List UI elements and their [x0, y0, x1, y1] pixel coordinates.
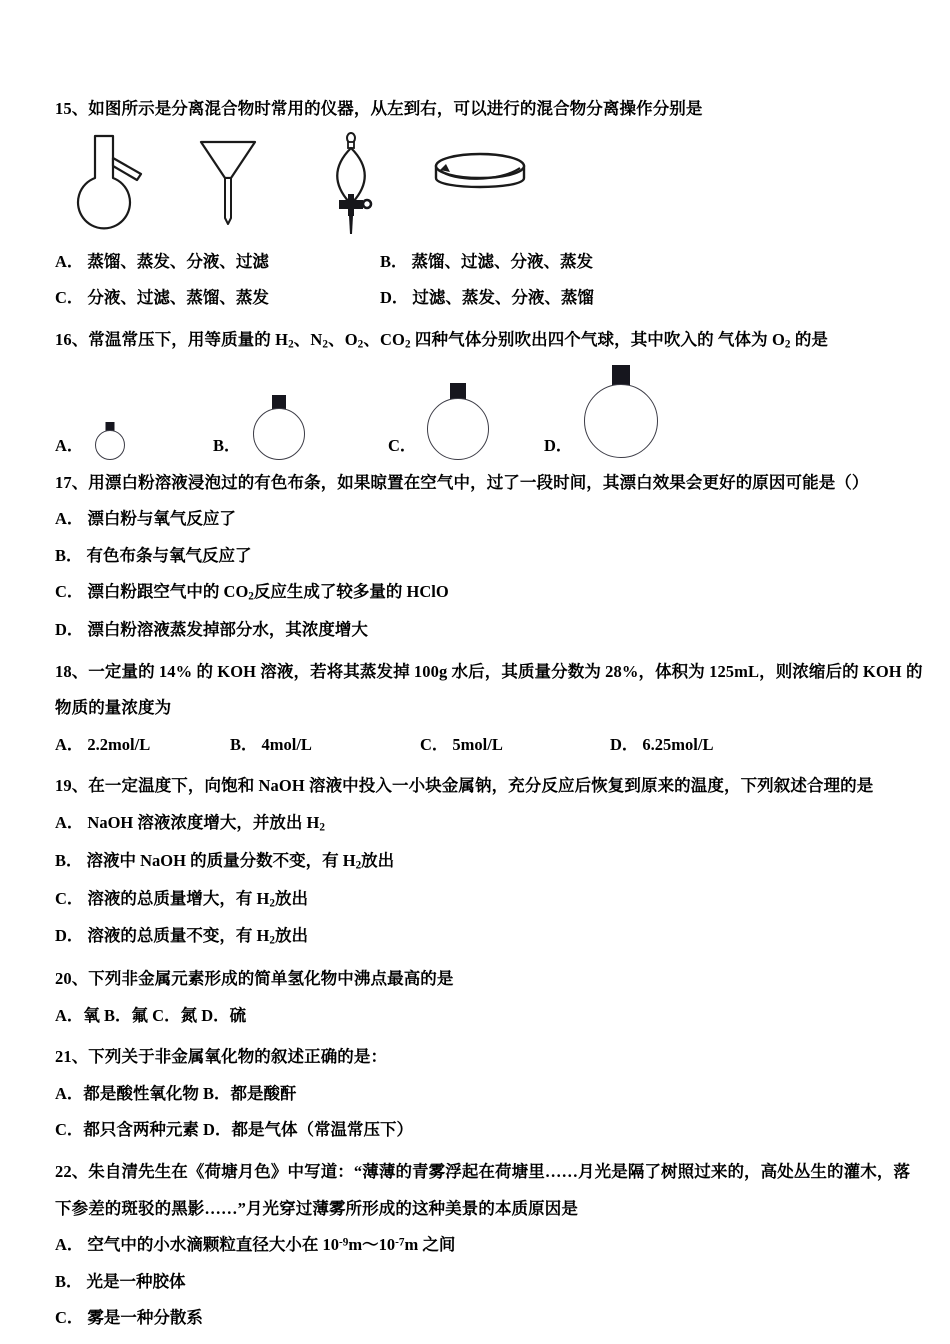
option-15-a[interactable]: A． 蒸馏、蒸发、分液、过滤 [55, 251, 269, 271]
question-19-option-d[interactable]: D． 溶液的总质量不变，有 $H_2$放出 [55, 926, 308, 947]
option-16-d[interactable]: D． [544, 364, 660, 460]
question-19-option-b[interactable]: B． 溶液中 NaOH 的质量分数不变，有 $H_2$放出 [55, 850, 395, 872]
option-16-a[interactable]: A． [55, 418, 127, 460]
funnel-icon [195, 132, 261, 237]
option-15-c[interactable]: C． 分液、过滤、蒸馏、蒸发 [55, 288, 269, 308]
question-19-stem: 19、在一定温度下，向饱和 NaOH 溶液中投入一小块金属钠，充分反应后恢复到原来的温度，下列叙述合理的是 [55, 776, 874, 796]
option-18-a[interactable]: A． 2.2mol/L [55, 734, 151, 754]
question-16-figure [55, 362, 915, 460]
separating-funnel-icon [327, 132, 379, 243]
question-21-options-row-2[interactable]: C．都只含两种元素 D．都是气体（常温常压下） [55, 1120, 413, 1140]
option-16-b[interactable]: B． [213, 394, 307, 460]
question-17-option-a[interactable]: A． 漂白粉与氧气反应了 [55, 509, 236, 529]
question-21-options-row-1[interactable]: A．都是酸性氧化物 B．都是酸酐 [55, 1083, 297, 1103]
question-20-options[interactable]: A．氧 B．氟 C．氮 D．硫 [55, 1005, 247, 1025]
question-18-stem-line2: 物质的量浓度为 [55, 698, 172, 718]
evaporating-dish-icon [430, 132, 530, 237]
distillation-flask-icon [73, 132, 143, 237]
option-18-b[interactable]: B． 4mol/L [230, 734, 312, 754]
balloon-b-icon [251, 394, 307, 460]
question-22-option-c[interactable]: C． 雾是一种分散系 [55, 1308, 203, 1328]
question-22-option-a[interactable]: A． 空气中的小水滴颗粒直径大小在 $10^{-9}m\sim 10^{-7}m$ 之间 [55, 1235, 456, 1255]
question-21-stem: 21、下列关于非金属氧化物的叙述正确的是： [55, 1047, 388, 1067]
option-16-c[interactable]: C． [388, 382, 490, 460]
question-22-option-b[interactable]: B． 光是一种胶体 [55, 1271, 186, 1291]
question-20-stem: 20、下列非金属元素形成的简单氢化物中沸点最高的是 [55, 969, 454, 989]
question-15-options-row-1 [55, 249, 915, 275]
balloon-d-icon [582, 364, 660, 460]
page-content [55, 96, 923, 1331]
question-18-options: A． 2.2mol/L B． 4mol/L C． 5mol/L D． 6.25mol/L [55, 732, 915, 758]
question-15-figure [55, 132, 915, 238]
question-17-option-c[interactable]: C． 漂白粉跟空气中的 $CO_2$反应生成了较多量的 HClO [55, 582, 449, 603]
question-19-option-c[interactable]: C． 溶液的总质量增大，有 $H_2$放出 [55, 888, 308, 909]
question-17-option-b[interactable]: B． 有色布条与氧气反应了 [55, 545, 252, 565]
question-19-option-a[interactable]: A． NaOH 溶液浓度增大，并放出 $H_2$ [55, 812, 325, 834]
option-15-d[interactable]: D． 过滤、蒸发、分液、蒸馏 [380, 288, 594, 308]
question-17-stem: 17、用漂白粉溶液浸泡过的有色布条，如果晾置在空气中，过了一段时间，其漂白效果会更好的原因可能是（） [55, 472, 869, 492]
question-17-option-d[interactable]: D． 漂白粉溶液蒸发掉部分水，其浓度增大 [55, 620, 368, 640]
balloon-a-icon [93, 418, 127, 460]
option-18-c[interactable]: C． 5mol/L [420, 734, 503, 754]
option-15-b[interactable]: B． 蒸馏、过滤、分液、蒸发 [380, 251, 594, 271]
question-22-stem-line1: 22、朱自清先生在《荷塘月色》中写道：“薄薄的青雾浮起在荷塘里……月光是隔了树照过来的，高处丛生的灌木，落 [55, 1161, 911, 1181]
question-15-stem: 15、如图所示是分离混合物时常用的仪器，从左到右，可以进行的混合物分离操作分别是 [55, 99, 703, 118]
question-16-stem: 16、常温常压下，用等质量的 $H_2$、$N_2$、$O_2$、$CO_2$ 四种气体分别吹出四个气球，其中吹入的 气体为 $O_2$ 的是 [55, 329, 829, 351]
question-15-options-row-2 [55, 285, 915, 311]
question-18-stem-line1: 18、一定量的 14% 的 KOH 溶液，若将其蒸发掉 100g 水后，其质量分数为 28%，体积为 125mL，则浓缩后的 KOH 的 [55, 661, 923, 681]
balloon-c-icon [426, 382, 490, 460]
question-22-stem-line2: 下参差的斑驳的黑影……”月光穿过薄雾所形成的这种美景的本质原因是 [55, 1198, 578, 1218]
